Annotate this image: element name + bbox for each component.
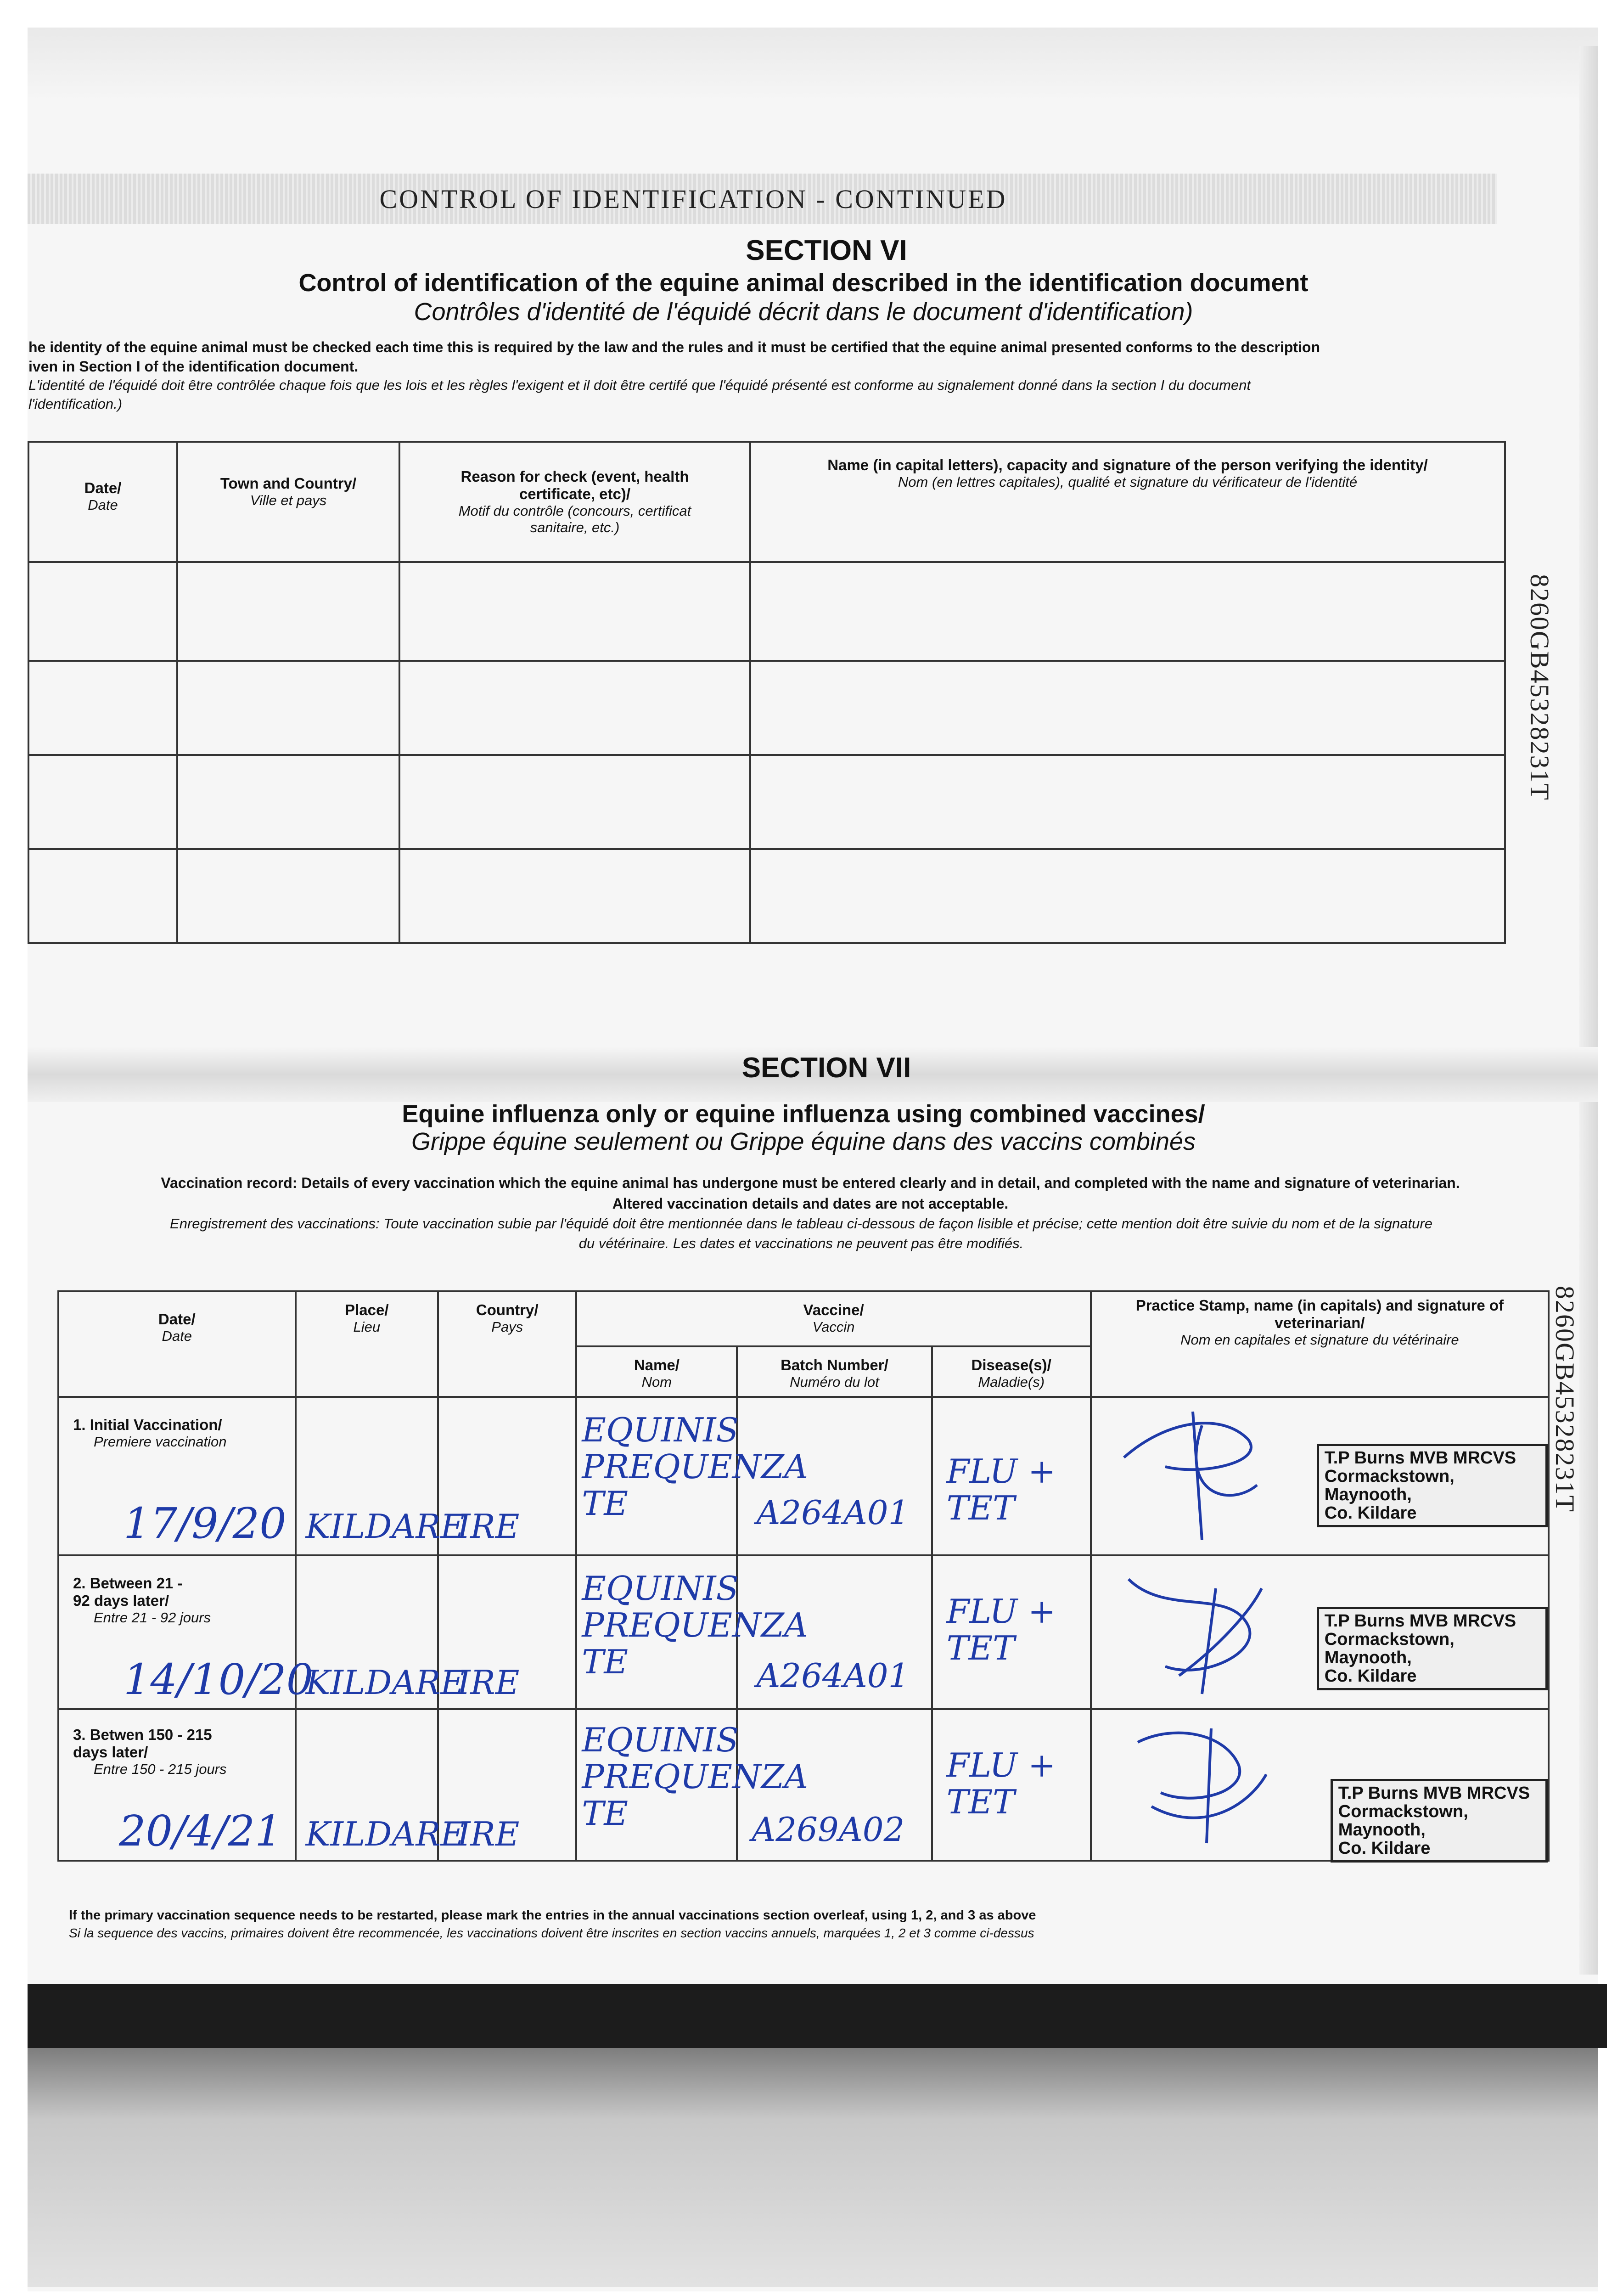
cell-date[interactable]	[28, 661, 177, 755]
col-verifier	[750, 442, 1505, 562]
practice-stamp	[1331, 1779, 1548, 1863]
col-batch	[737, 1346, 932, 1397]
stamp-line-1: T.P Burns MVB MRCVS	[1338, 1784, 1530, 1803]
banner-title: CONTROL OF IDENTIFICATION - CONTINUED	[379, 184, 1007, 214]
cell-batch	[737, 1709, 932, 1861]
col-place-fr: Lieu	[353, 1319, 381, 1335]
col-reason-en: Reason for check (event, health certificate, etc)/	[461, 468, 689, 502]
cell-batch	[737, 1555, 932, 1709]
handwritten-place: KILDARE	[305, 1663, 465, 1702]
handwritten-date: 17/9/20	[124, 1499, 286, 1548]
section-banner	[28, 174, 1497, 224]
col-town	[177, 442, 399, 562]
section6-title-en: Control of identification of the equine animal described in the identification document	[298, 269, 1309, 297]
stamp-line-2: Cormackstown, Maynooth,	[1324, 1467, 1455, 1504]
cell-town[interactable]	[177, 661, 399, 755]
footer-note-fr: Si la sequence des vaccins, primaires doivent être recommencée, les vaccinations doivent être inscrites en section vaccins annuels, marquées 1, 2 et 3 comme ci-dessus	[69, 1926, 1034, 1940]
cell-stamp	[1091, 1397, 1549, 1555]
cell-disease	[932, 1555, 1091, 1709]
stamp-line-2: Cormackstown, Maynooth,	[1338, 1802, 1468, 1840]
row-label-fr: Entre 150 - 215 jours	[94, 1761, 227, 1777]
handwritten-date: 20/4/21	[119, 1806, 282, 1856]
section7-title-en: Equine influenza only or equine influenza using combined vaccines/	[402, 1100, 1205, 1128]
row-label-fr: Premiere vaccination	[94, 1434, 227, 1450]
cell-batch	[737, 1397, 932, 1555]
cell-reason[interactable]	[399, 562, 750, 661]
section6-note-fr-2: l'identification.)	[28, 396, 123, 412]
section6-note-en-2: iven in Section I of the identification document.	[28, 358, 359, 375]
handwritten-country: IRE	[457, 1507, 520, 1546]
handwritten-vaccine-name: EQUINIS PREQUENZA TE	[582, 1411, 808, 1523]
section6-heading: SECTION VI	[746, 235, 907, 266]
table-row	[28, 849, 1505, 943]
cell-town[interactable]	[177, 562, 399, 661]
col-date	[28, 442, 177, 562]
section6-title-fr: Contrôles d'identité de l'équidé décrit dans le document d'identification)	[414, 298, 1193, 326]
col-country-fr: Pays	[491, 1319, 523, 1335]
cell-country	[438, 1397, 576, 1555]
signature-icon	[1110, 1715, 1285, 1852]
col-disease-en: Disease(s)/	[971, 1356, 1051, 1373]
cell-country	[438, 1555, 576, 1709]
col-reason	[399, 442, 750, 562]
col-verifier-fr: Nom (en lettres capitales), qualité et signature du vérificateur de l'identité	[898, 474, 1358, 490]
vaccination-row	[58, 1555, 1549, 1709]
col-town-fr: Ville et pays	[250, 492, 327, 508]
signature-icon	[1110, 1402, 1285, 1540]
col-vaccine-fr: Vaccin	[812, 1319, 855, 1335]
cell-vacc-date	[58, 1555, 314, 1709]
row-label-en: 2. Between 21 - 92 days later/	[73, 1575, 183, 1609]
col-disease-fr: Maladie(s)	[978, 1374, 1045, 1390]
stamp-line-1: T.P Burns MVB MRCVS	[1324, 1611, 1516, 1631]
table-row	[28, 661, 1505, 755]
col-country	[438, 1291, 576, 1397]
col-place-en: Place/	[345, 1301, 389, 1318]
col-place	[296, 1291, 438, 1397]
col-vaccine-en: Vaccine/	[803, 1301, 864, 1318]
table-header-row	[28, 442, 1505, 562]
row-label-en: 1. Initial Vaccination/	[73, 1416, 222, 1433]
cell-verifier[interactable]	[750, 755, 1505, 849]
practice-stamp	[1317, 1607, 1548, 1690]
col-town-en: Town and Country/	[220, 475, 357, 492]
cell-verifier[interactable]	[750, 661, 1505, 755]
scan-bottom-shadow	[28, 2048, 1598, 2287]
cell-town[interactable]	[177, 849, 399, 943]
col-vacc-date-fr: Date	[162, 1328, 192, 1344]
vaccination-record-fr-1: Enregistrement des vaccinations: Toute vaccination subie par l'équidé doit être mentionnée dans le tableau ci-dessous de façon lisible et précise; cette mention doit être suivie du nom et de la signature	[170, 1216, 1432, 1232]
cell-reason[interactable]	[399, 755, 750, 849]
handwritten-disease: FLU + TET	[946, 1746, 1056, 1821]
stamp-line-3: Co. Kildare	[1324, 1666, 1417, 1686]
col-stamp	[1091, 1291, 1549, 1397]
cell-stamp	[1091, 1709, 1549, 1861]
section7-title-fr: Grippe équine seulement ou Grippe équine dans des vaccins combinés	[411, 1128, 1196, 1155]
col-stamp-en: Practice Stamp, name (in capitals) and signature of veterinarian/	[1135, 1297, 1504, 1331]
footer-note-en: If the primary vaccination sequence needs to be restarted, please mark the entries in the annual vaccinations section overleaf, using 1, 2, and 3 as above	[69, 1908, 1036, 1923]
col-name-fr: Nom	[641, 1374, 672, 1390]
scan-bottom-band	[28, 1984, 1607, 2048]
handwritten-vaccine-name: EQUINIS PREQUENZA TE	[582, 1569, 808, 1681]
cell-disease	[932, 1397, 1091, 1555]
cell-vacc-date	[58, 1709, 296, 1861]
handwritten-date: 14/10/20	[124, 1655, 314, 1704]
section7-heading: SECTION VII	[741, 1052, 911, 1084]
cell-date[interactable]	[28, 562, 177, 661]
cell-place	[296, 1555, 465, 1709]
col-vacc-date	[58, 1291, 296, 1397]
handwritten-batch: A264A01	[756, 1493, 910, 1532]
handwritten-place: KILDARE	[305, 1815, 465, 1853]
col-vacc-date-en: Date/	[158, 1311, 196, 1328]
signature-icon	[1110, 1561, 1285, 1699]
cell-vacc-date	[58, 1397, 296, 1555]
handwritten-batch: A269A02	[752, 1810, 905, 1849]
cell-place	[296, 1397, 465, 1555]
cell-reason[interactable]	[399, 849, 750, 943]
col-verifier-en: Name (in capital letters), capacity and signature of the person verifying the identity/	[827, 456, 1428, 473]
col-stamp-fr: Nom en capitales et signature du vétérinaire	[1180, 1332, 1459, 1348]
stamp-line-2: Cormackstown, Maynooth,	[1324, 1630, 1455, 1667]
col-batch-en: Batch Number/	[781, 1356, 888, 1373]
document-id-upper: 8260GB45328231T	[1525, 574, 1555, 801]
handwritten-country: IRE	[457, 1663, 520, 1702]
col-batch-fr: Numéro du lot	[790, 1374, 879, 1390]
col-disease	[932, 1346, 1091, 1397]
document-id-lower: 8260GB45328231T	[1550, 1286, 1580, 1513]
page-right-edge	[1579, 46, 1598, 1975]
col-country-en: Country/	[476, 1301, 539, 1318]
cell-country	[438, 1709, 576, 1861]
handwritten-disease: FLU + TET	[946, 1592, 1056, 1667]
row-label-en: 3. Betwen 150 - 215 days later/	[73, 1726, 212, 1761]
table-row	[28, 562, 1505, 661]
handwritten-vaccine-name: EQUINIS PREQUENZA TE	[582, 1721, 808, 1833]
cell-reason[interactable]	[399, 661, 750, 755]
handwritten-place: KILDARE	[305, 1507, 465, 1546]
vaccination-row	[58, 1397, 1549, 1555]
col-reason-fr: Motif du contrôle (concours, certificat sanitaire, etc.)	[458, 503, 691, 535]
cell-vaccine-name	[576, 1555, 808, 1709]
cell-town[interactable]	[177, 755, 399, 849]
cell-vaccine-name	[576, 1397, 808, 1555]
practice-stamp	[1317, 1444, 1548, 1527]
cell-verifier[interactable]	[750, 562, 1505, 661]
cell-disease	[932, 1709, 1091, 1861]
col-name-en: Name/	[634, 1356, 680, 1373]
handwritten-batch: A264A01	[756, 1656, 910, 1695]
vaccination-header-row	[58, 1291, 1549, 1346]
col-vaccine	[576, 1291, 1090, 1346]
stamp-line-3: Co. Kildare	[1338, 1839, 1431, 1858]
cell-vaccine-name	[576, 1709, 808, 1861]
cell-date[interactable]	[28, 755, 177, 849]
section6-note-en-1: he identity of the equine animal must be checked each time this is required by the law and the rules and it must be certified that the equine animal presented conforms to the description	[28, 339, 1320, 355]
col-vaccine-name	[576, 1346, 737, 1397]
row-label-fr: Entre 21 - 92 jours	[94, 1609, 211, 1626]
vaccination-record-en-2: Altered vaccination details and dates are not acceptable.	[612, 1195, 1009, 1212]
page-top-edge	[28, 28, 1598, 101]
table-row	[28, 755, 1505, 849]
cell-date[interactable]	[28, 849, 177, 943]
col-date-en: Date/	[84, 479, 122, 496]
section6-note-fr-1: L'identité de l'équidé doit être contrôlée chaque fois que les lois et les règles l'exigent et il doit être certifé que l'équidé présenté est conforme au signalement donné dans la section I du document	[28, 377, 1251, 393]
identity-check-table	[28, 441, 1506, 944]
handwritten-disease: FLU + TET	[946, 1452, 1056, 1527]
vaccination-record-en-1: Vaccination record: Details of every vaccination which the equine animal has undergone must be entered clearly and in detail, and completed with the name and signature of veterinarian.	[161, 1175, 1460, 1191]
handwritten-country: IRE	[457, 1815, 520, 1853]
stamp-line-1: T.P Burns MVB MRCVS	[1324, 1448, 1516, 1468]
stamp-line-3: Co. Kildare	[1324, 1503, 1417, 1523]
vaccination-table	[57, 1290, 1550, 1862]
cell-place	[296, 1709, 465, 1861]
vaccination-record-fr-2: du vétérinaire. Les dates et vaccinations ne peuvent pas être modifiés.	[578, 1235, 1024, 1251]
vaccination-row	[58, 1709, 1549, 1861]
col-date-fr: Date	[88, 497, 118, 513]
cell-stamp	[1091, 1555, 1549, 1709]
cell-verifier[interactable]	[750, 849, 1505, 943]
